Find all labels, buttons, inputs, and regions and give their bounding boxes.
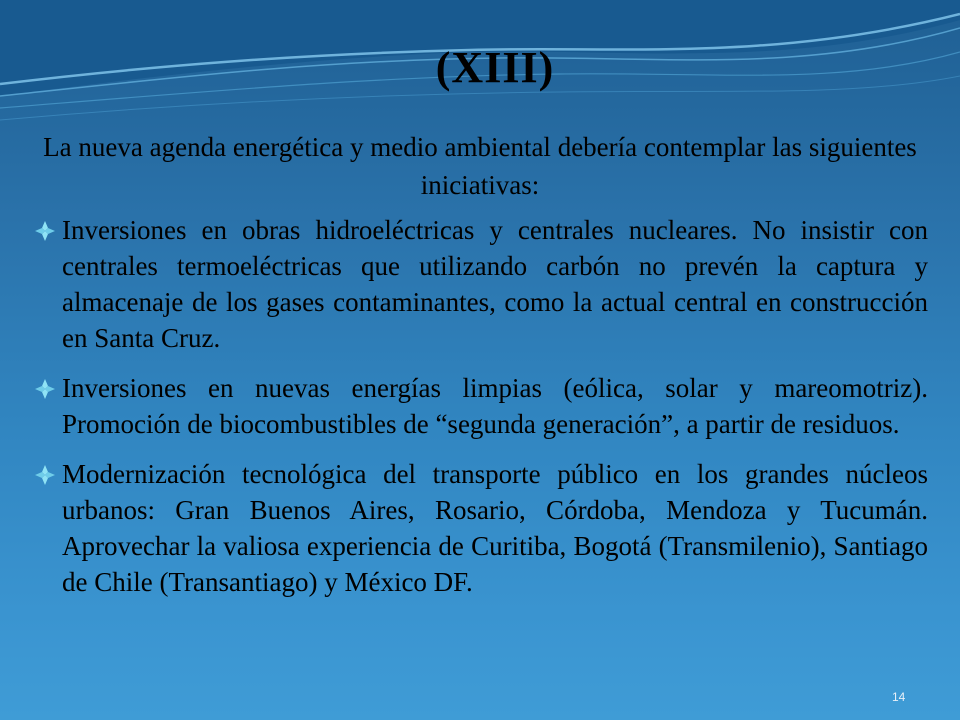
bullet-item [34, 212, 928, 356]
diamond-bullet-icon [34, 220, 56, 242]
bullet-list [34, 212, 928, 614]
intro-text: La nueva agenda energética y medio ambiental debería contemplar las siguientes iniciativas: [43, 132, 917, 200]
bullet-text: Inversiones en obras hidroeléctricas y centrales nucleares. No insistir con centrales termoeléctricas que utilizando carbón no prevén la captura y almacenaje de los gases contaminantes, como la actual central en construcción en Santa Cruz. [62, 215, 928, 353]
bullet-text: Inversiones en nuevas energías limpias (eólica, solar y mareomotriz). Promoción de biocombustibles de “segunda generación”, a partir de residuos. [62, 373, 928, 439]
slide-title: (XIII) [435, 43, 555, 92]
page-number: 14 [892, 690, 906, 704]
bullet-item [34, 370, 928, 442]
diamond-bullet-icon [34, 378, 56, 400]
bullet-text: Modernización tecnológica del transporte público en los grandes núcleos urbanos: Gran Buenos Aires, Rosario, Córdoba, Mendoza y Tucumán. Aprovechar la valiosa experiencia de Curitiba, Bogotá (Transmilenio), Santiago de Chile (Transantiago) y México DF. [62, 459, 928, 597]
diamond-bullet-icon [34, 464, 56, 486]
bullet-item [34, 456, 928, 600]
